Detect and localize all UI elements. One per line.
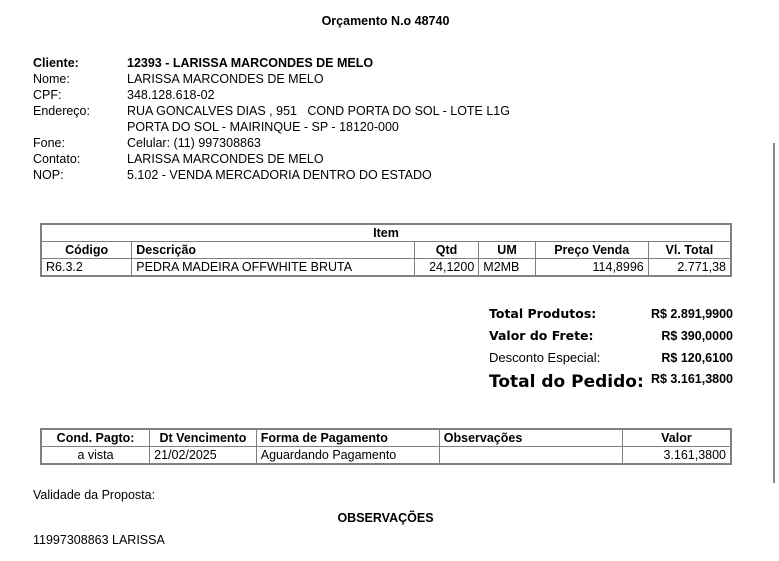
field-label: Fone: <box>33 136 65 150</box>
validade-label: Validade da Proposta: <box>33 488 156 502</box>
payment-table <box>40 428 732 465</box>
totals-block <box>489 306 733 392</box>
observacoes-text: 11997308863 LARISSA <box>33 533 165 547</box>
customer-row-contato <box>33 151 510 167</box>
cell-valor: 3.161,3800 <box>622 447 731 465</box>
field-value: 348.128.618-02 <box>127 88 215 102</box>
table-row <box>41 259 731 277</box>
total-pedido-value: R$ 3.161,3800 <box>650 372 733 386</box>
items-header-row <box>41 242 731 259</box>
field-value: Celular: (11) 997308863 <box>127 136 261 150</box>
cell-codigo: R6.3.2 <box>41 259 132 277</box>
col-header-um: UM <box>479 242 535 259</box>
field-label: Contato: <box>33 152 81 166</box>
cell-observacoes <box>439 447 622 465</box>
items-table <box>40 223 732 277</box>
cell-cond-pagto: a vista <box>41 447 150 465</box>
col-header-preco-venda: Preço Venda <box>535 242 648 259</box>
valor-frete-label: Valor do Frete: <box>489 328 594 343</box>
field-value: 5.102 - VENDA MERCADORIA DENTRO DO ESTADO <box>127 168 432 182</box>
field-value: LARISSA MARCONDES DE MELO <box>127 72 324 86</box>
col-header-cond-pagto: Cond. Pagto: <box>41 429 150 447</box>
desconto-value: R$ 120,6100 <box>661 351 733 365</box>
col-header-vl-total: Vl. Total <box>648 242 731 259</box>
customer-row-nop <box>33 167 510 183</box>
table-row <box>41 447 731 465</box>
cell-forma-pagamento: Aguardando Pagamento <box>256 447 439 465</box>
items-group-header-row <box>41 224 731 242</box>
items-group-header: Item <box>41 224 731 242</box>
field-label: CPF: <box>33 88 62 102</box>
valor-frete-value: R$ 390,0000 <box>661 329 733 343</box>
customer-row-nome <box>33 71 510 87</box>
cell-descricao: PEDRA MADEIRA OFFWHITE BRUTA <box>132 259 414 277</box>
total-produtos-value: R$ 2.891,9900 <box>650 307 733 321</box>
total-produtos-row <box>489 306 733 328</box>
cell-preco-venda: 114,8996 <box>535 259 648 277</box>
customer-row-endereco <box>33 103 510 119</box>
customer-row-cliente <box>33 55 510 71</box>
col-header-dt-vencimento: Dt Vencimento <box>150 429 257 447</box>
customer-row-fone <box>33 135 510 151</box>
field-label: NOP: <box>33 168 64 182</box>
field-value: RUA GONCALVES DIAS , 951 COND PORTA DO SOL - LOTE L1G <box>127 104 510 118</box>
customer-info <box>33 55 510 183</box>
valor-frete-row <box>489 328 733 350</box>
total-produtos-label: Total Produtos: <box>489 306 597 321</box>
col-header-forma-pagamento: Forma de Pagamento <box>256 429 439 447</box>
field-value: PORTA DO SOL - MAIRINQUE - SP - 18120-000 <box>127 120 399 134</box>
payment-header-row <box>41 429 731 447</box>
field-value: 12393 - LARISSA MARCONDES DE MELO <box>127 56 374 70</box>
field-label: Endereço: <box>33 104 90 118</box>
desconto-label: Desconto Especial: <box>489 350 601 365</box>
col-header-codigo: Código <box>41 242 132 259</box>
desconto-row <box>489 350 733 372</box>
field-value: LARISSA MARCONDES DE MELO <box>127 152 324 166</box>
customer-row-endereco-2 <box>33 119 510 135</box>
cell-dt-vencimento: 21/02/2025 <box>150 447 257 465</box>
total-pedido-row <box>489 372 733 392</box>
field-label: Cliente: <box>33 56 79 70</box>
col-header-qtd: Qtd <box>414 242 479 259</box>
col-header-observacoes: Observações <box>439 429 622 447</box>
observacoes-title: OBSERVAÇÕES <box>337 511 434 525</box>
cell-qtd: 24,1200 <box>414 259 479 277</box>
col-header-descricao: Descrição <box>132 242 414 259</box>
customer-row-cpf <box>33 87 510 103</box>
document-title: Orçamento N.o 48740 <box>321 14 450 28</box>
cell-vl-total: 2.771,38 <box>648 259 731 277</box>
field-label: Nome: <box>33 72 70 86</box>
field-label <box>33 119 127 135</box>
cell-um: M2MB <box>479 259 535 277</box>
total-pedido-label: Total do Pedido: <box>489 372 644 392</box>
vertical-scrollbar[interactable] <box>773 143 775 483</box>
col-header-valor: Valor <box>622 429 731 447</box>
